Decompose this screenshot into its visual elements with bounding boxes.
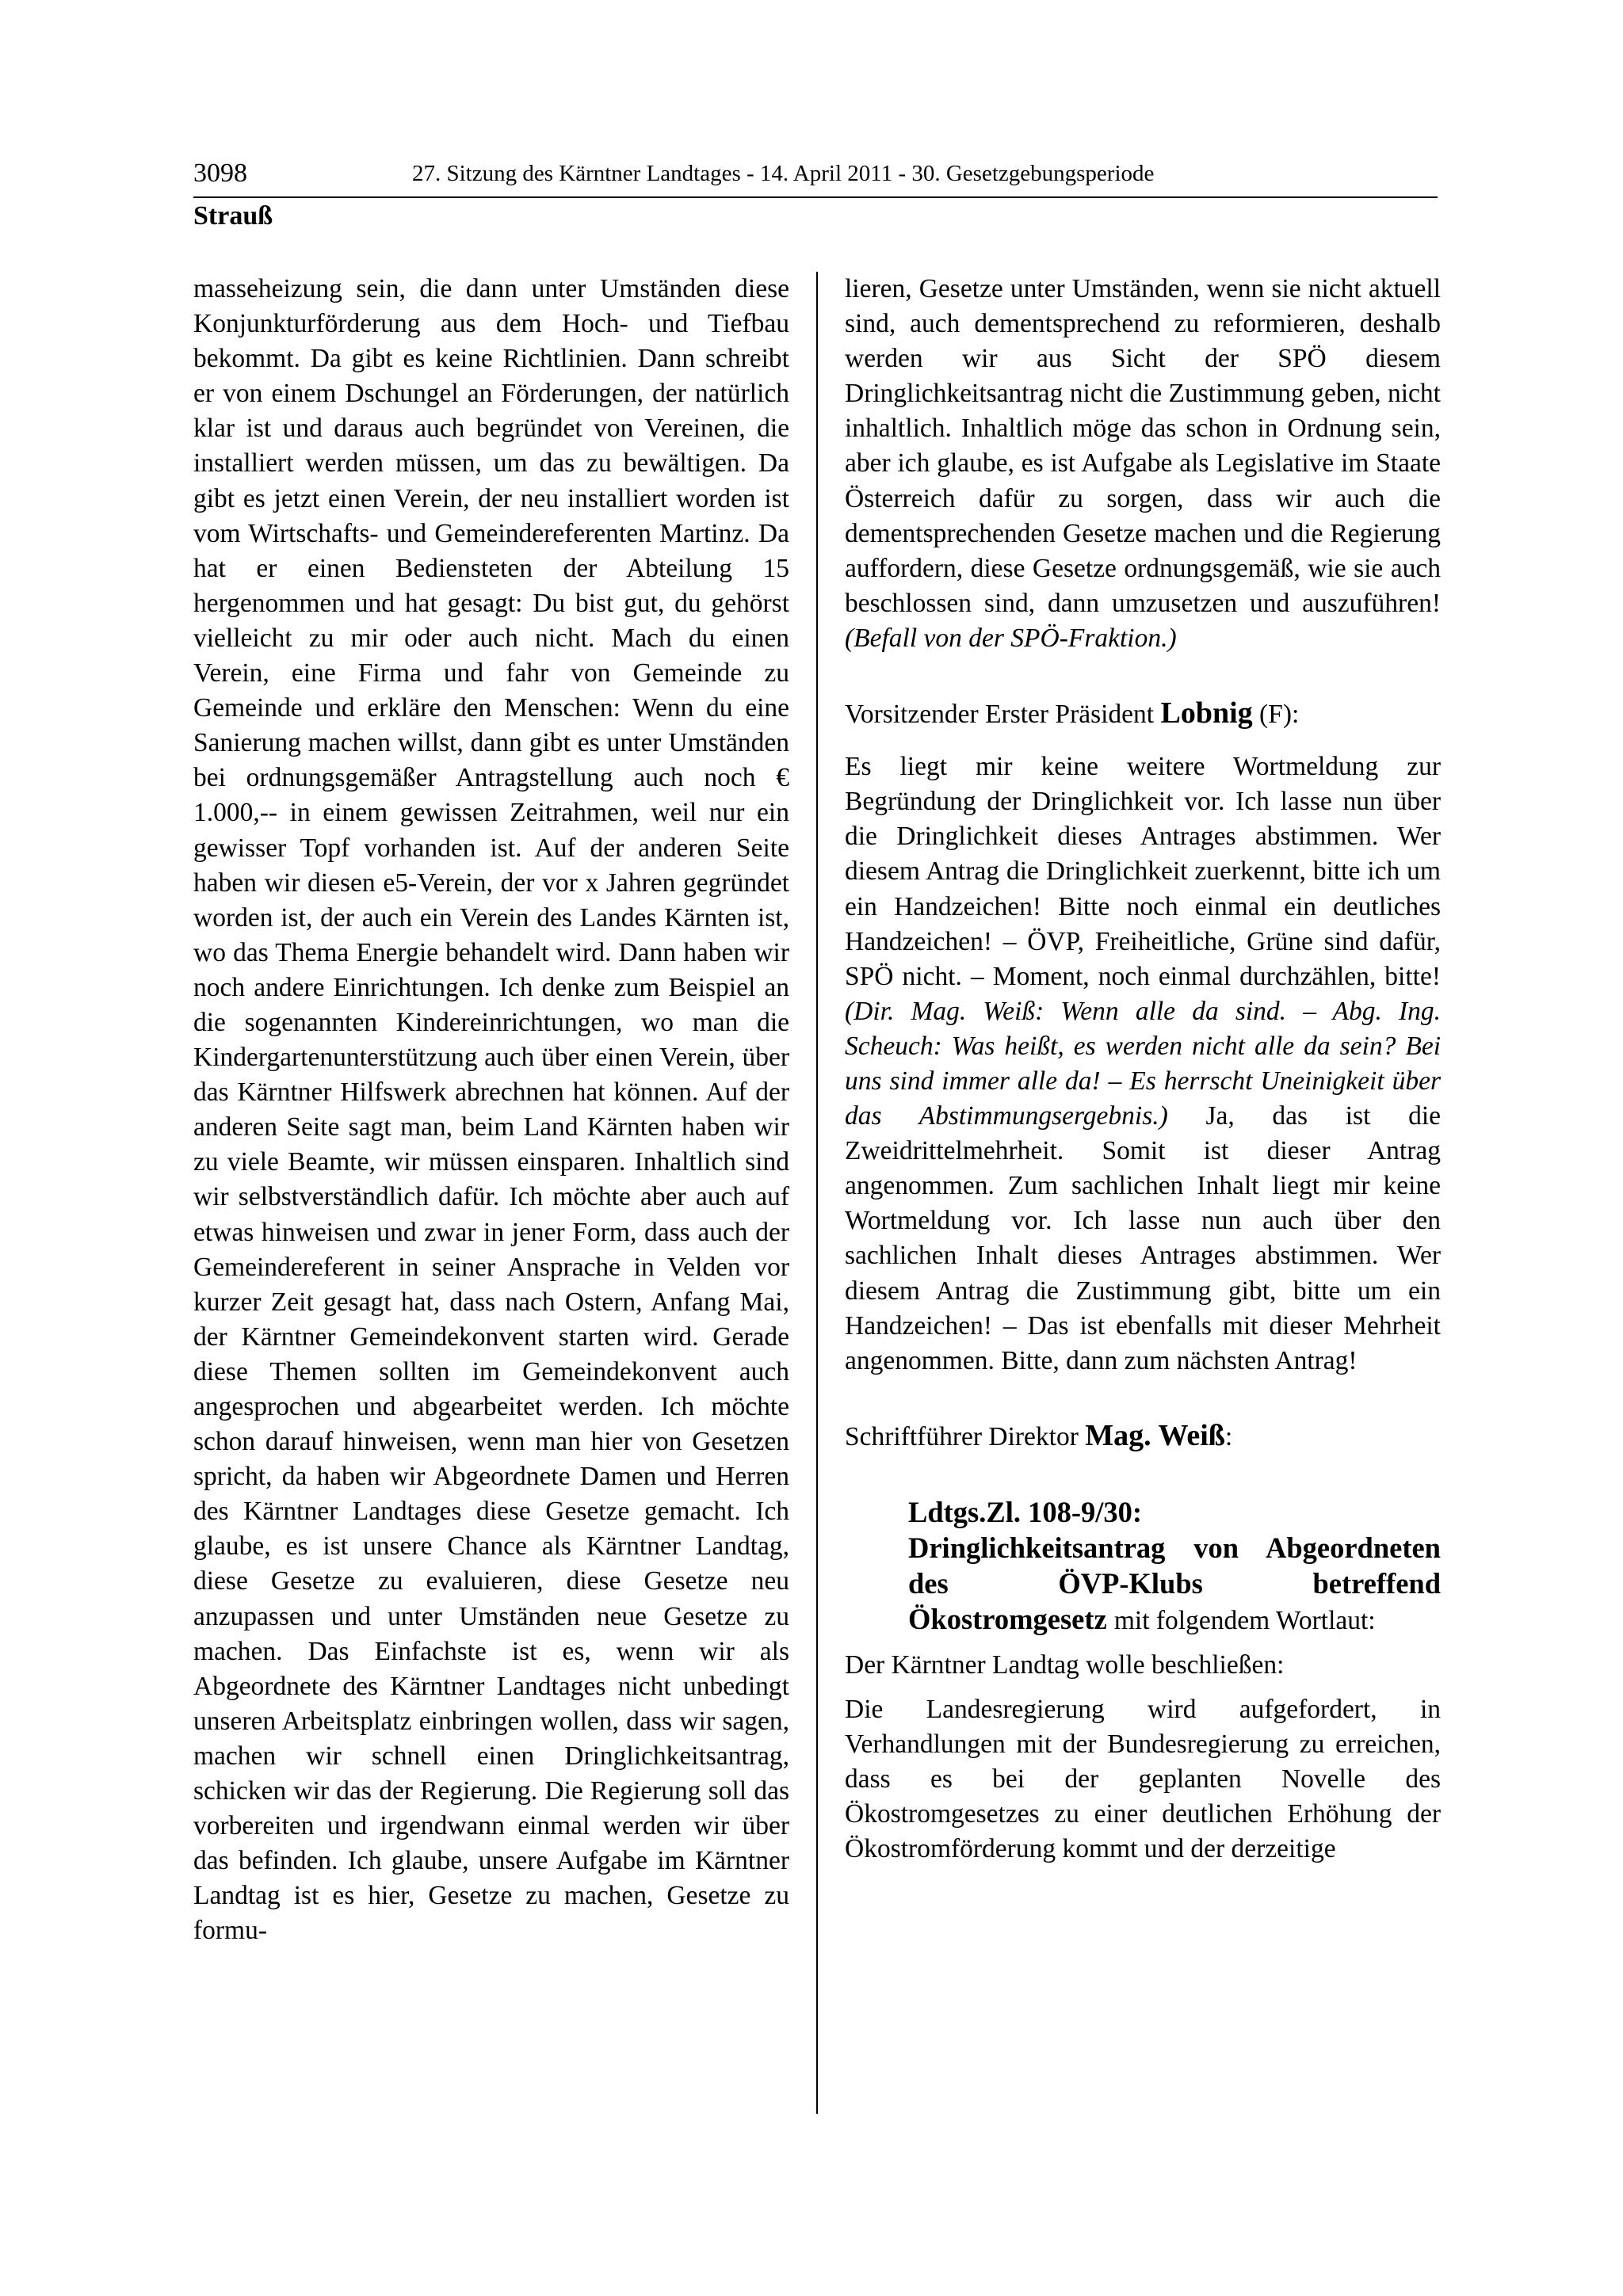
speaker-heading-president [845,696,1441,732]
president-intro: Vorsitzender Erster Präsident [845,700,1155,730]
president-text-1: Es liegt mir keine weitere Wortmeldung zur Begründung der Dringlichkeit vor. Ich lasse nun über die Dringlichkeit dieses Antrages abstimmen. Wer diesem Antrag die Dringlichkeit zuerkennt, bitte ich um ein Handzeichen! Bitte noch einmal ein deutliches Handzeichen! – ÖVP, Freiheitliche, Grüne sind dafür, SPÖ nicht. – Moment, noch einmal durchzählen, bitte! [845,752,1441,991]
strauss-continuation: lieren, Gesetze unter Umständen, wenn sie nicht aktuell sind, auch dementsprechend zu reformieren, deshalb werden wir aus Sicht der SPÖ diesem Dringlichkeitsantrag nicht die Zustimmung geben, nicht inhaltlich. Inhaltlich möge das schon in Ordnung sein, aber ich glaube, es ist Aufgabe als Legislative im Staate Österreich dafür zu sorgen, dass wir auch die dementsprechenden Gesetze machen und die Regierung auffordern, diese Gesetze ordnungsgemäß, wie sie auch beschlossen sind, dann umzusetzen und auszuführen! [845,274,1441,618]
left-column [193,272,789,1949]
agenda-number: Ldtgs.Zl. 108-9/30: [908,1495,1143,1528]
agenda-suffix: mit folgendem Wortlaut: [1113,1605,1376,1635]
agenda-item [908,1494,1441,1638]
speech-president [845,749,1441,1379]
resolution-text: Die Landesregierung wird aufgefordert, in Verhandlungen mit der Bundesregierung zu erreichen, dass es bei der geplanten Novelle des Ökostromgesetzes zu einer deutlichen Erhöhung der Ökostromförderung kommt und der derzeitige [845,1695,1441,1864]
column-divider [816,272,818,2114]
running-header: 27. Sitzung des Kärntner Landtages - 14. April 2011 - 30. Gesetzgebungsperiode [412,161,1155,186]
resolution-intro: Der Kärntner Landtag wolle beschließen: [845,1650,1285,1680]
applause-note: (Befall von der SPÖ-Fraktion.) [845,623,1177,653]
speaker-name: Strauß [193,201,273,231]
president-party: (F): [1259,700,1300,730]
secretary-colon: : [1224,1421,1233,1451]
president-text-2: Ja, das ist die Zweidrittelmehrheit. Somit ist dieser Antrag angenommen. Zum sachlichen Inhalt liegt mir keine Wortmeldung vor. Ich lasse nun auch über den sachlichen Inhalt dieses Antrages abstimmen. Wer diesem Antrag die Zustimmung gibt, bitte um ein Handzeichen! – Das ist ebenfalls mit dieser Mehrheit angenommen. Bitte, dann zum nächsten Antrag! [845,1101,1441,1375]
president-interjection: (Dir. Mag. Weiß: Wenn alle da sind. – Abg. Ing. Scheuch: Was heißt, es werden nicht alle da sein? Bei uns sind immer alle da! – Es herrscht Uneinigkeit über das Abstimmungsergebnis.) [845,996,1441,1131]
page-number: 3098 [193,158,247,188]
speech-strauss-part-2 [845,272,1441,656]
president-name: Lobnig [1160,696,1253,730]
secretary-name: Mag. Weiß [1085,1418,1225,1452]
header-rule [193,196,1438,198]
speech-strauss-part-1: masseheizung sein, die dann unter Umständen diese Konjunkturförderung aus dem Hoch- und Tiefbau bekommt. Da gibt es keine Richtlinien. Dann schreibt er von einem Dschungel an Förderungen, der natürlich klar ist und daraus auch begründet von Vereinen, die installiert werden müssen, um das zu bewältigen. Da gibt es jetzt einen Verein, der neu installiert worden ist vom Wirtschafts- und Gemeindereferenten Martinz. Da hat er einen Bediensteten der Abteilung 15 hergenommen und hat gesagt: Du bist gut, du gehörst vielleicht zu mir oder auch nicht. Mach du einen Verein, eine Firma und fahr von Gemeinde zu Gemeinde und erkläre den Menschen: Wenn du eine Sanierung machen willst, dann gibt es unter Umständen bei ordnungsgemäßer Antragstellung auch noch € 1.000,-- in einem gewissen Zeitrahmen, weil nur ein gewisser Topf vorhanden ist. Auf der anderen Seite haben wir diesen e5-Verein, der vor x Jahren gegründet worden ist, der auch ein Verein des Landes Kärnten ist, wo das Thema Energie behandelt wird. Dann haben wir noch andere Einrichtungen. Ich denke zum Beispiel an die sogenannten Kindereinrichtungen, wo man die Kindergartenunterstützung auch über einen Verein, über das Kärntner Hilfswerk abrechnen hat können. Auf der anderen Seite sagt man, beim Land Kärnten haben wir zu viele Beamte, wir müssen einsparen. Inhaltlich sind wir selbstverständlich dafür. Ich möchte aber auch auf etwas hinweisen und zwar in jener Form, dass auch der Gemeindereferent in seiner Ansprache in Velden vor kurzer Zeit gesagt hat, dass nach Ostern, Anfang Mai, der Kärntner Gemeindekonvent starten wird. Gerade diese Themen sollten im Gemeindekonvent auch angesprochen und abgearbeitet werden. Ich möchte schon darauf hinweisen, wenn man hier von Gesetzen spricht, da haben wir Abgeordnete Damen und Herren des Kärntner Landtages diese Gesetze gemacht. Ich glaube, es ist unsere Chance als Kärntner Landtag, diese Gesetze zu evaluieren, diese Gesetze neu anzupassen und unter Umständen neue Gesetze zu machen. Das Einfachste ist es, wenn wir als Abgeordnete des Kärntner Landtages nicht unbedingt unseren Arbeitsplatz einbringen wollen, dass wir sagen, machen wir schnell einen Dringlichkeitsantrag, schicken wir das der Regierung. Die Regierung soll das vorbereiten und irgendwann einmal werden wir über das befinden. Ich glaube, unsere Aufgabe im Kärntner Landtag ist es hier, Gesetze zu machen, Gesetze zu formu- [193,274,789,1946]
agenda-title: Dringlichkeitsantrag von Abgeordneten des ÖVP-Klubs betreffend Ökostromgesetz [908,1531,1441,1635]
speaker-heading-secretary [845,1418,1441,1455]
secretary-intro: Schriftführer Direktor [845,1421,1079,1451]
right-column [845,272,1441,1867]
